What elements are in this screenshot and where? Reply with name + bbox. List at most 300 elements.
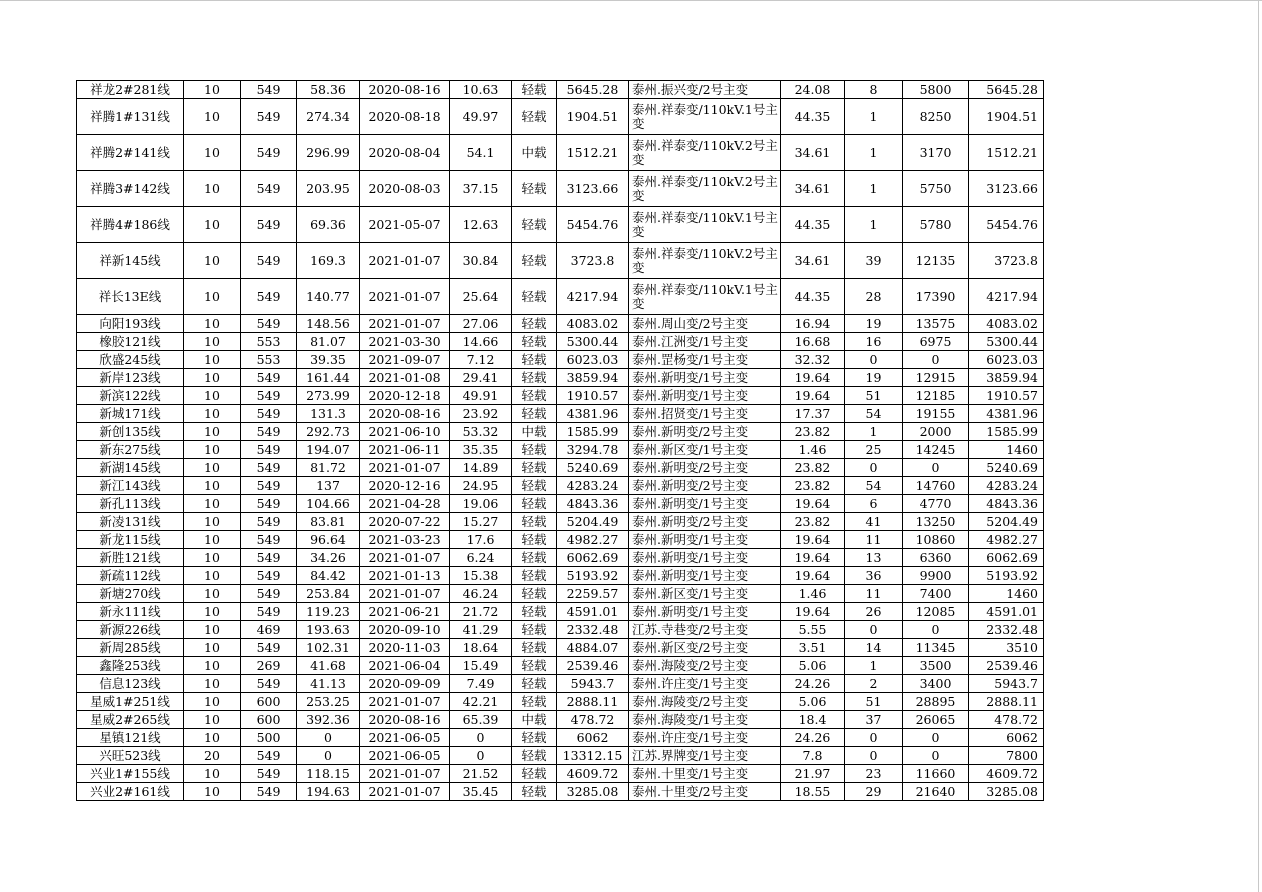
- cell-remaining: 1910.57: [557, 387, 629, 405]
- cell-date: 2021-01-07: [360, 585, 450, 603]
- cell-sub-load-rate: 16.94: [781, 315, 845, 333]
- cell-remaining: 6062.69: [557, 549, 629, 567]
- cell-rated-current: 549: [241, 279, 297, 315]
- cell-date: 2020-08-04: [360, 135, 450, 171]
- table-row: [77, 315, 1044, 333]
- cell-date: 2021-01-07: [360, 693, 450, 711]
- cell-capacity: 14245: [903, 441, 969, 459]
- cell-substation: 泰州.新明变/2号主变: [629, 513, 781, 531]
- cell-name: 兴业1#155线: [77, 765, 184, 783]
- cell-max-load: 0: [297, 729, 360, 747]
- cell-rated-current: 549: [241, 585, 297, 603]
- cell-remaining: 478.72: [557, 711, 629, 729]
- cell-name: 向阳193线: [77, 315, 184, 333]
- cell-capacity: 21640: [903, 783, 969, 801]
- table-row: [77, 657, 1044, 675]
- cell-remaining: 2259.57: [557, 585, 629, 603]
- cell-remaining: 5240.69: [557, 459, 629, 477]
- cell-users: 1: [845, 207, 903, 243]
- cell-sub-load-rate: 24.26: [781, 729, 845, 747]
- cell-name: 新塘270线: [77, 585, 184, 603]
- cell-voltage: 10: [184, 711, 241, 729]
- cell-users: 19: [845, 315, 903, 333]
- cell-voltage: 10: [184, 279, 241, 315]
- cell-date: 2020-07-22: [360, 513, 450, 531]
- cell-substation: 泰州.周山变/2号主变: [629, 315, 781, 333]
- cell-substation: 泰州.新明变/1号主变: [629, 495, 781, 513]
- cell-status: 中载: [512, 711, 557, 729]
- cell-capacity: 11345: [903, 639, 969, 657]
- table-row: [77, 333, 1044, 351]
- cell-substation: 泰州.新区变/1号主变: [629, 441, 781, 459]
- cell-final-capacity: 3123.66: [969, 171, 1044, 207]
- cell-date: 2021-01-07: [360, 459, 450, 477]
- cell-name: 祥腾1#131线: [77, 99, 184, 135]
- cell-remaining: 5645.28: [557, 81, 629, 99]
- cell-final-capacity: 4083.02: [969, 315, 1044, 333]
- cell-remaining: 4381.96: [557, 405, 629, 423]
- cell-rated-current: 553: [241, 333, 297, 351]
- cell-max-load: 137: [297, 477, 360, 495]
- cell-voltage: 10: [184, 603, 241, 621]
- table-row: [77, 567, 1044, 585]
- cell-max-load: 148.56: [297, 315, 360, 333]
- cell-load-rate: 17.6: [450, 531, 512, 549]
- cell-rated-current: 553: [241, 351, 297, 369]
- cell-rated-current: 549: [241, 531, 297, 549]
- cell-max-load: 292.73: [297, 423, 360, 441]
- table-row: [77, 531, 1044, 549]
- cell-substation: 泰州.祥泰变/110kV.2号主变: [629, 135, 781, 171]
- cell-rated-current: 549: [241, 315, 297, 333]
- cell-users: 26: [845, 603, 903, 621]
- cell-date: 2021-01-07: [360, 279, 450, 315]
- cell-rated-current: 549: [241, 369, 297, 387]
- table-row: [77, 459, 1044, 477]
- cell-remaining: 4843.36: [557, 495, 629, 513]
- cell-name: 鑫隆253线: [77, 657, 184, 675]
- cell-sub-load-rate: 18.4: [781, 711, 845, 729]
- cell-max-load: 102.31: [297, 639, 360, 657]
- cell-remaining: 5454.76: [557, 207, 629, 243]
- cell-status: 中载: [512, 135, 557, 171]
- table-row: [77, 603, 1044, 621]
- cell-substation: 泰州.祥泰变/110kV.1号主变: [629, 99, 781, 135]
- cell-rated-current: 549: [241, 495, 297, 513]
- cell-sub-load-rate: 7.8: [781, 747, 845, 765]
- cell-final-capacity: 478.72: [969, 711, 1044, 729]
- cell-capacity: 6975: [903, 333, 969, 351]
- cell-voltage: 10: [184, 567, 241, 585]
- cell-remaining: 3294.78: [557, 441, 629, 459]
- cell-voltage: 10: [184, 207, 241, 243]
- table-row: [77, 441, 1044, 459]
- cell-substation: 泰州.新区变/2号主变: [629, 639, 781, 657]
- cell-sub-load-rate: 3.51: [781, 639, 845, 657]
- cell-load-rate: 24.95: [450, 477, 512, 495]
- cell-name: 星威1#251线: [77, 693, 184, 711]
- cell-users: 0: [845, 459, 903, 477]
- cell-capacity: 3500: [903, 657, 969, 675]
- cell-substation: 泰州.招贤变/1号主变: [629, 405, 781, 423]
- cell-load-rate: 35.45: [450, 783, 512, 801]
- cell-load-rate: 14.66: [450, 333, 512, 351]
- cell-final-capacity: 6062: [969, 729, 1044, 747]
- cell-substation: 泰州.新区变/1号主变: [629, 585, 781, 603]
- table-row: [77, 747, 1044, 765]
- cell-substation: 泰州.十里变/2号主变: [629, 783, 781, 801]
- cell-capacity: 3400: [903, 675, 969, 693]
- cell-sub-load-rate: 5.06: [781, 657, 845, 675]
- cell-date: 2021-01-07: [360, 783, 450, 801]
- cell-sub-load-rate: 23.82: [781, 513, 845, 531]
- cell-rated-current: 549: [241, 567, 297, 585]
- cell-users: 19: [845, 369, 903, 387]
- cell-name: 新龙115线: [77, 531, 184, 549]
- cell-capacity: 12085: [903, 603, 969, 621]
- table-row: [77, 171, 1044, 207]
- cell-status: 轻载: [512, 99, 557, 135]
- cell-capacity: 0: [903, 747, 969, 765]
- cell-load-rate: 27.06: [450, 315, 512, 333]
- cell-voltage: 20: [184, 747, 241, 765]
- cell-sub-load-rate: 23.82: [781, 477, 845, 495]
- cell-rated-current: 549: [241, 549, 297, 567]
- cell-voltage: 10: [184, 513, 241, 531]
- cell-sub-load-rate: 19.64: [781, 531, 845, 549]
- cell-date: 2021-03-30: [360, 333, 450, 351]
- cell-final-capacity: 2332.48: [969, 621, 1044, 639]
- cell-substation: 江苏.寺巷变/2号主变: [629, 621, 781, 639]
- cell-voltage: 10: [184, 405, 241, 423]
- cell-load-rate: 14.89: [450, 459, 512, 477]
- cell-status: 中载: [512, 423, 557, 441]
- cell-max-load: 39.35: [297, 351, 360, 369]
- cell-status: 轻载: [512, 531, 557, 549]
- cell-voltage: 10: [184, 657, 241, 675]
- cell-date: 2021-03-23: [360, 531, 450, 549]
- cell-remaining: 2888.11: [557, 693, 629, 711]
- cell-sub-load-rate: 44.35: [781, 207, 845, 243]
- cell-status: 轻载: [512, 549, 557, 567]
- cell-final-capacity: 4283.24: [969, 477, 1044, 495]
- cell-rated-current: 549: [241, 603, 297, 621]
- cell-sub-load-rate: 19.64: [781, 567, 845, 585]
- cell-users: 13: [845, 549, 903, 567]
- cell-rated-current: 500: [241, 729, 297, 747]
- cell-final-capacity: 1904.51: [969, 99, 1044, 135]
- cell-load-rate: 12.63: [450, 207, 512, 243]
- table-row: [77, 369, 1044, 387]
- cell-rated-current: 469: [241, 621, 297, 639]
- cell-name: 新孔113线: [77, 495, 184, 513]
- cell-name: 新永111线: [77, 603, 184, 621]
- cell-final-capacity: 4217.94: [969, 279, 1044, 315]
- cell-substation: 泰州.新明变/2号主变: [629, 459, 781, 477]
- cell-substation: 泰州.许庄变/1号主变: [629, 729, 781, 747]
- cell-status: 轻载: [512, 765, 557, 783]
- cell-remaining: 4884.07: [557, 639, 629, 657]
- cell-users: 1: [845, 657, 903, 675]
- cell-users: 37: [845, 711, 903, 729]
- cell-remaining: 4609.72: [557, 765, 629, 783]
- cell-final-capacity: 4609.72: [969, 765, 1044, 783]
- cell-max-load: 119.23: [297, 603, 360, 621]
- cell-final-capacity: 6023.03: [969, 351, 1044, 369]
- cell-users: 29: [845, 783, 903, 801]
- table-row: [77, 675, 1044, 693]
- cell-status: 轻载: [512, 477, 557, 495]
- page-top-border: [0, 0, 1262, 1]
- cell-load-rate: 30.84: [450, 243, 512, 279]
- cell-status: 轻载: [512, 675, 557, 693]
- cell-status: 轻载: [512, 315, 557, 333]
- cell-voltage: 10: [184, 135, 241, 171]
- cell-voltage: 10: [184, 675, 241, 693]
- cell-name: 祥新145线: [77, 243, 184, 279]
- cell-voltage: 10: [184, 99, 241, 135]
- cell-sub-load-rate: 19.64: [781, 495, 845, 513]
- cell-sub-load-rate: 23.82: [781, 423, 845, 441]
- cell-date: 2020-09-09: [360, 675, 450, 693]
- cell-remaining: 6062: [557, 729, 629, 747]
- cell-max-load: 41.68: [297, 657, 360, 675]
- cell-sub-load-rate: 24.26: [781, 675, 845, 693]
- cell-remaining: 5300.44: [557, 333, 629, 351]
- cell-sub-load-rate: 24.08: [781, 81, 845, 99]
- table-row: [77, 639, 1044, 657]
- table-row: [77, 477, 1044, 495]
- cell-final-capacity: 3285.08: [969, 783, 1044, 801]
- cell-remaining: 2539.46: [557, 657, 629, 675]
- cell-substation: 江苏.界牌变/1号主变: [629, 747, 781, 765]
- cell-users: 54: [845, 477, 903, 495]
- cell-date: 2020-12-18: [360, 387, 450, 405]
- cell-max-load: 161.44: [297, 369, 360, 387]
- cell-final-capacity: 5645.28: [969, 81, 1044, 99]
- cell-load-rate: 21.72: [450, 603, 512, 621]
- cell-substation: 泰州.海陵变/2号主变: [629, 693, 781, 711]
- cell-load-rate: 0: [450, 747, 512, 765]
- cell-users: 16: [845, 333, 903, 351]
- cell-sub-load-rate: 44.35: [781, 99, 845, 135]
- cell-max-load: 34.26: [297, 549, 360, 567]
- cell-rated-current: 549: [241, 459, 297, 477]
- cell-remaining: 4217.94: [557, 279, 629, 315]
- cell-name: 新凌131线: [77, 513, 184, 531]
- cell-final-capacity: 7800: [969, 747, 1044, 765]
- cell-capacity: 5800: [903, 81, 969, 99]
- cell-date: 2020-08-16: [360, 711, 450, 729]
- cell-name: 新湖145线: [77, 459, 184, 477]
- cell-load-rate: 23.92: [450, 405, 512, 423]
- cell-voltage: 10: [184, 783, 241, 801]
- cell-sub-load-rate: 19.64: [781, 387, 845, 405]
- cell-substation: 泰州.祥泰变/110kV.1号主变: [629, 207, 781, 243]
- cell-load-rate: 53.32: [450, 423, 512, 441]
- cell-remaining: 5943.7: [557, 675, 629, 693]
- cell-capacity: 12185: [903, 387, 969, 405]
- cell-voltage: 10: [184, 621, 241, 639]
- cell-status: 轻载: [512, 603, 557, 621]
- cell-substation: 泰州.新明变/1号主变: [629, 549, 781, 567]
- cell-status: 轻载: [512, 387, 557, 405]
- cell-sub-load-rate: 19.64: [781, 549, 845, 567]
- cell-capacity: 0: [903, 729, 969, 747]
- cell-capacity: 12135: [903, 243, 969, 279]
- table-row: [77, 513, 1044, 531]
- cell-name: 新创135线: [77, 423, 184, 441]
- cell-substation: 泰州.新明变/1号主变: [629, 567, 781, 585]
- cell-final-capacity: 1512.21: [969, 135, 1044, 171]
- cell-capacity: 8250: [903, 99, 969, 135]
- cell-max-load: 253.84: [297, 585, 360, 603]
- cell-date: 2021-01-07: [360, 315, 450, 333]
- cell-max-load: 274.34: [297, 99, 360, 135]
- table-row: [77, 405, 1044, 423]
- cell-final-capacity: 5300.44: [969, 333, 1044, 351]
- cell-date: 2021-04-28: [360, 495, 450, 513]
- cell-status: 轻载: [512, 747, 557, 765]
- cell-sub-load-rate: 18.55: [781, 783, 845, 801]
- cell-voltage: 10: [184, 243, 241, 279]
- cell-users: 41: [845, 513, 903, 531]
- cell-users: 1: [845, 423, 903, 441]
- cell-load-rate: 7.49: [450, 675, 512, 693]
- cell-date: 2020-08-16: [360, 81, 450, 99]
- cell-name: 祥腾2#141线: [77, 135, 184, 171]
- cell-capacity: 2000: [903, 423, 969, 441]
- cell-substation: 泰州.新明变/2号主变: [629, 423, 781, 441]
- cell-rated-current: 549: [241, 99, 297, 135]
- cell-load-rate: 15.27: [450, 513, 512, 531]
- table-row: [77, 351, 1044, 369]
- cell-max-load: 0: [297, 747, 360, 765]
- cell-name: 兴业2#161线: [77, 783, 184, 801]
- cell-substation: 泰州.海陵变/2号主变: [629, 657, 781, 675]
- cell-status: 轻载: [512, 495, 557, 513]
- cell-final-capacity: 1460: [969, 441, 1044, 459]
- cell-rated-current: 600: [241, 711, 297, 729]
- cell-final-capacity: 4591.01: [969, 603, 1044, 621]
- cell-users: 11: [845, 585, 903, 603]
- table-row: [77, 585, 1044, 603]
- cell-users: 1: [845, 171, 903, 207]
- cell-date: 2020-08-16: [360, 405, 450, 423]
- cell-capacity: 3170: [903, 135, 969, 171]
- table-row: [77, 243, 1044, 279]
- cell-voltage: 10: [184, 639, 241, 657]
- cell-load-rate: 35.35: [450, 441, 512, 459]
- cell-max-load: 253.25: [297, 693, 360, 711]
- cell-load-rate: 15.38: [450, 567, 512, 585]
- cell-users: 8: [845, 81, 903, 99]
- cell-date: 2021-06-05: [360, 747, 450, 765]
- table-row: [77, 495, 1044, 513]
- cell-final-capacity: 6062.69: [969, 549, 1044, 567]
- table-row: [77, 711, 1044, 729]
- cell-max-load: 58.36: [297, 81, 360, 99]
- cell-substation: 泰州.罡杨变/1号主变: [629, 351, 781, 369]
- cell-voltage: 10: [184, 369, 241, 387]
- cell-name: 新江143线: [77, 477, 184, 495]
- cell-remaining: 4283.24: [557, 477, 629, 495]
- cell-final-capacity: 5204.49: [969, 513, 1044, 531]
- cell-name: 新岸123线: [77, 369, 184, 387]
- cell-rated-current: 549: [241, 243, 297, 279]
- cell-final-capacity: 5193.92: [969, 567, 1044, 585]
- cell-rated-current: 549: [241, 207, 297, 243]
- cell-final-capacity: 5240.69: [969, 459, 1044, 477]
- cell-capacity: 7400: [903, 585, 969, 603]
- table-row: [77, 693, 1044, 711]
- cell-users: 2: [845, 675, 903, 693]
- cell-rated-current: 549: [241, 81, 297, 99]
- cell-remaining: 4982.27: [557, 531, 629, 549]
- cell-final-capacity: 4982.27: [969, 531, 1044, 549]
- cell-load-rate: 7.12: [450, 351, 512, 369]
- cell-users: 0: [845, 729, 903, 747]
- cell-max-load: 83.81: [297, 513, 360, 531]
- cell-load-rate: 46.24: [450, 585, 512, 603]
- table-row: [77, 549, 1044, 567]
- cell-status: 轻载: [512, 351, 557, 369]
- cell-status: 轻载: [512, 513, 557, 531]
- cell-date: 2020-08-18: [360, 99, 450, 135]
- cell-remaining: 1512.21: [557, 135, 629, 171]
- cell-substation: 泰州.许庄变/1号主变: [629, 675, 781, 693]
- cell-substation: 泰州.祥泰变/110kV.2号主变: [629, 171, 781, 207]
- cell-name: 祥长13E线: [77, 279, 184, 315]
- cell-users: 23: [845, 765, 903, 783]
- cell-capacity: 13250: [903, 513, 969, 531]
- cell-sub-load-rate: 34.61: [781, 171, 845, 207]
- cell-voltage: 10: [184, 459, 241, 477]
- cell-sub-load-rate: 34.61: [781, 243, 845, 279]
- cell-final-capacity: 3859.94: [969, 369, 1044, 387]
- cell-users: 0: [845, 747, 903, 765]
- cell-capacity: 0: [903, 351, 969, 369]
- cell-date: 2021-09-07: [360, 351, 450, 369]
- cell-status: 轻载: [512, 621, 557, 639]
- cell-status: 轻载: [512, 585, 557, 603]
- cell-voltage: 10: [184, 315, 241, 333]
- cell-remaining: 1904.51: [557, 99, 629, 135]
- cell-status: 轻载: [512, 369, 557, 387]
- cell-users: 51: [845, 693, 903, 711]
- cell-name: 新胜121线: [77, 549, 184, 567]
- cell-load-rate: 54.1: [450, 135, 512, 171]
- cell-load-rate: 0: [450, 729, 512, 747]
- cell-date: 2021-06-11: [360, 441, 450, 459]
- cell-sub-load-rate: 34.61: [781, 135, 845, 171]
- cell-max-load: 131.3: [297, 405, 360, 423]
- cell-remaining: 6023.03: [557, 351, 629, 369]
- cell-rated-current: 549: [241, 639, 297, 657]
- cell-voltage: 10: [184, 387, 241, 405]
- cell-rated-current: 549: [241, 477, 297, 495]
- cell-max-load: 81.72: [297, 459, 360, 477]
- cell-date: 2021-01-07: [360, 549, 450, 567]
- cell-name: 信息123线: [77, 675, 184, 693]
- cell-sub-load-rate: 21.97: [781, 765, 845, 783]
- cell-voltage: 10: [184, 585, 241, 603]
- cell-name: 新源226线: [77, 621, 184, 639]
- cell-max-load: 194.07: [297, 441, 360, 459]
- cell-users: 11: [845, 531, 903, 549]
- cell-rated-current: 269: [241, 657, 297, 675]
- cell-date: 2021-06-05: [360, 729, 450, 747]
